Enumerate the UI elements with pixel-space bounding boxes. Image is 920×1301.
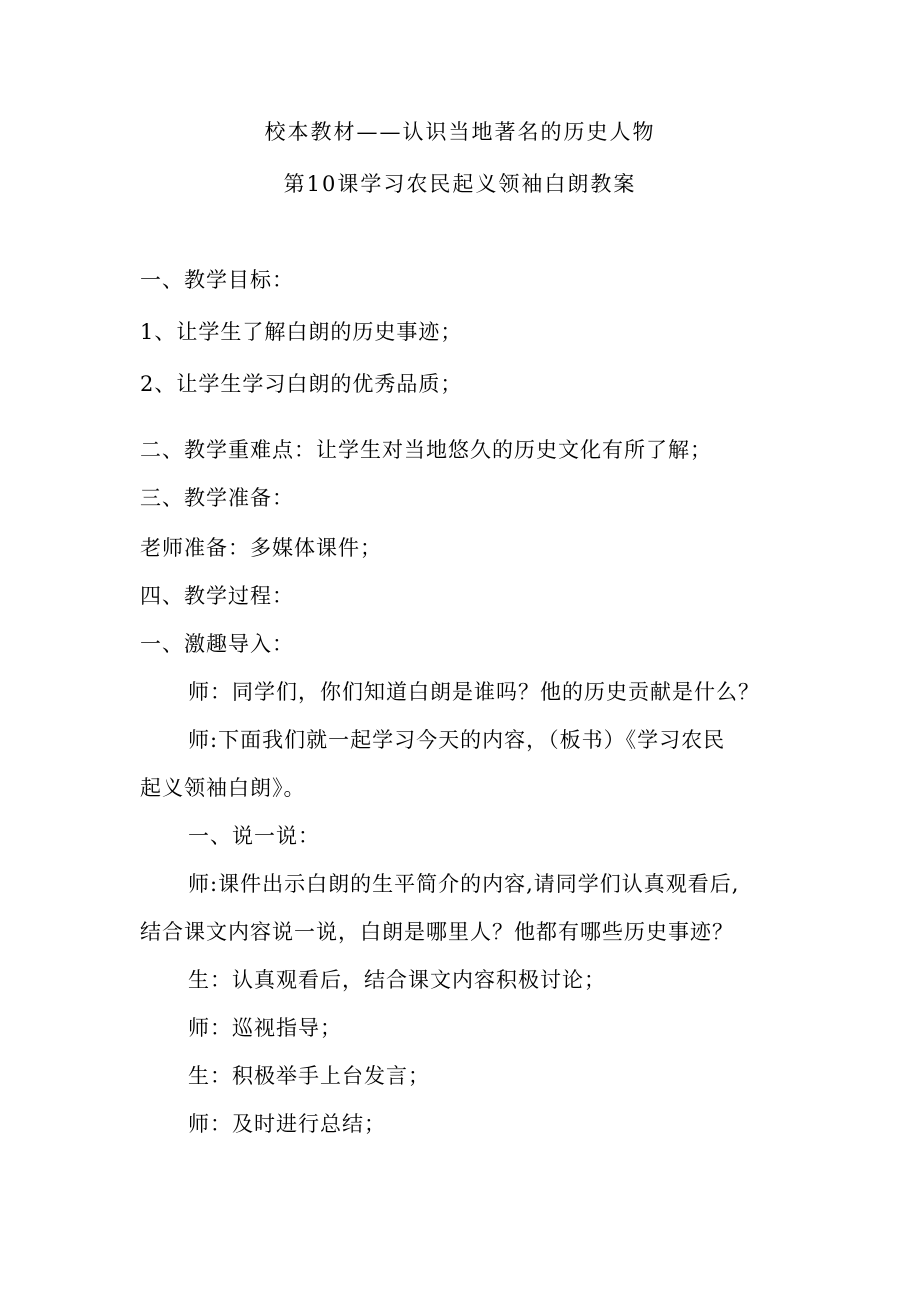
- paragraph-line: 生：认真观看后，结合课文内容积极讨论；: [188, 968, 606, 992]
- paragraph-line: 师：及时进行总结；: [188, 1112, 386, 1136]
- paragraph-line: 师：同学们，你们知道白朗是谁吗？他的历史贡献是什么？: [188, 680, 760, 704]
- section-heading-process: 四、教学过程：: [140, 584, 294, 608]
- paragraph-line: 结合课文内容说一说，白朗是哪里人？他都有哪些历史事迹？: [140, 920, 734, 944]
- subsection-heading-intro: 一、激趣导入：: [140, 632, 294, 656]
- section-heading-objectives: 一、教学目标：: [140, 268, 294, 292]
- paragraph-line: 起义领袖白朗》。: [140, 776, 306, 800]
- objective-item: 1、让学生了解白朗的历史事迹；: [140, 320, 463, 344]
- document-title: 校本教材——认识当地著名的历史人物: [264, 120, 656, 144]
- objective-item: 2、让学生学习白朗的优秀品质；: [140, 372, 463, 396]
- preparation-item: 老师准备：多媒体课件；: [140, 536, 382, 560]
- section-heading-key-points: 二、教学重难点：让学生对当地悠久的历史文化有所了解；: [140, 438, 712, 462]
- paragraph-line: 师:课件出示白朗的生平简介的内容,请同学们认真观看后,: [188, 872, 740, 896]
- paragraph-line: 师:下面我们就一起学习今天的内容，（板书）《学习农民: [188, 728, 726, 752]
- paragraph-line: 生：积极举手上台发言；: [188, 1064, 430, 1088]
- document-subtitle: 第10课学习农民起义领袖白朗教案: [283, 172, 637, 196]
- section-heading-preparation: 三、教学准备：: [140, 486, 294, 510]
- paragraph-line: 师：巡视指导；: [188, 1016, 342, 1040]
- subsection-heading-discussion: 一、说一说：: [188, 824, 320, 848]
